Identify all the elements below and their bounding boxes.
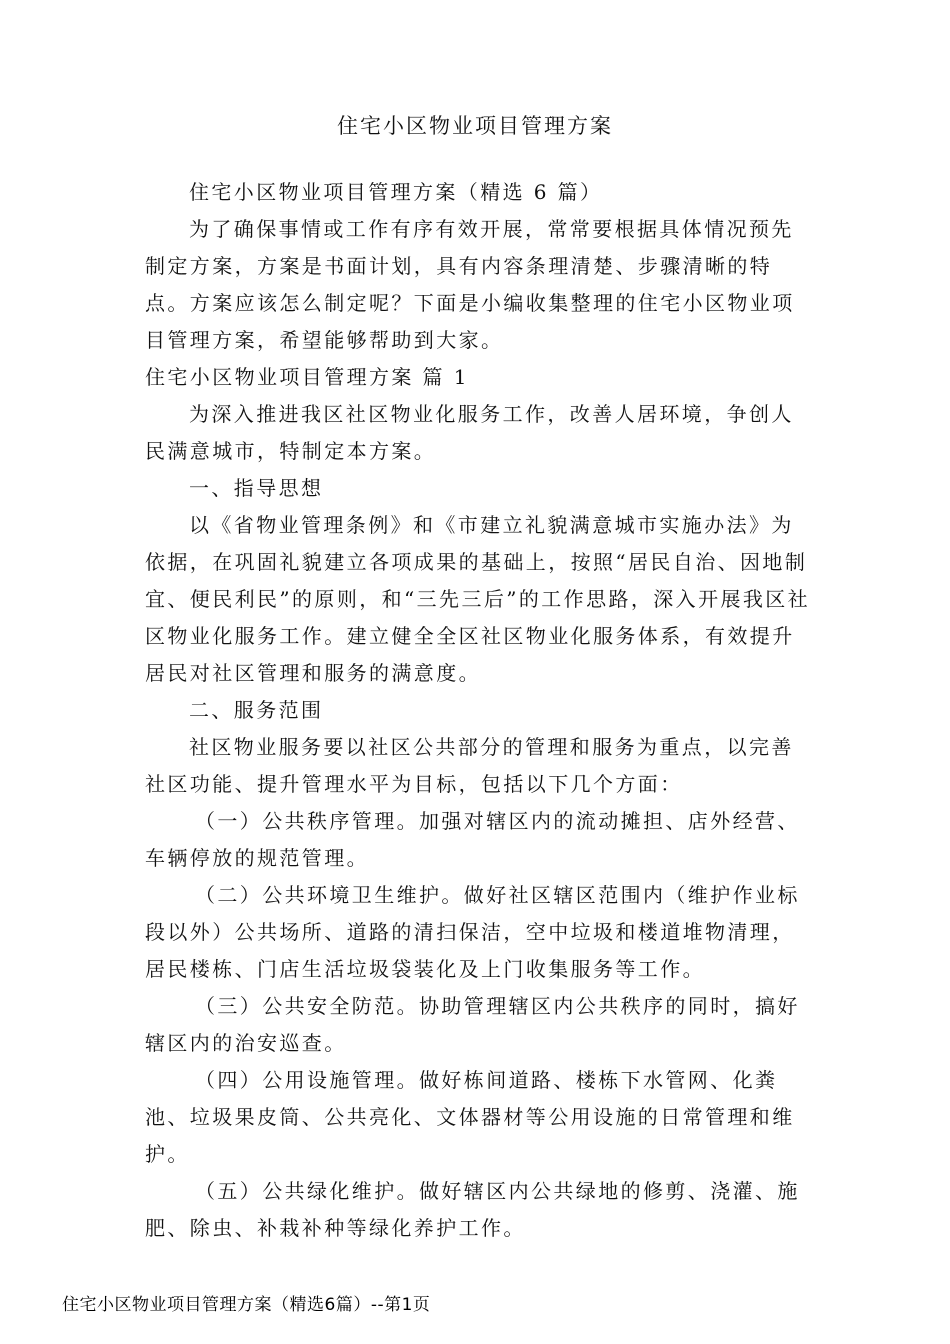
body-paragraph: 为深入推进我区社区物业化服务工作，改善人居环境，争创人民满意城市，特制定本方案。 <box>145 402 794 463</box>
subtitle-paragraph: 住宅小区物业项目管理方案（精选 6 篇） <box>189 180 603 204</box>
section-heading-scope: 二、服务范围 <box>189 698 324 722</box>
list-item: （一）公共秩序管理。加强对辖区内的流动摊担、店外经营、车辆停放的规范管理。 <box>145 809 800 870</box>
list-item: （五）公共绿化维护。做好辖区内公共绿地的修剪、浇灌、施肥、除虫、补栽补种等绿化养护工作。 <box>145 1179 800 1240</box>
page-title: 住宅小区物业项目管理方案 <box>337 114 613 138</box>
section-heading: 住宅小区物业项目管理方案 篇 1 <box>145 365 469 389</box>
body-paragraph: 社区物业服务要以社区公共部分的管理和服务为重点，以完善社区功能、提升管理水平为目标，包括以下几个方面： <box>145 735 794 796</box>
intro-paragraph: 为了确保事情或工作有序有效开展，常常要根据具体情况预先制定方案，方案是书面计划，具有内容条理清楚、步骤清晰的特点。方案应该怎么制定呢？下面是小编收集整理的住宅小区物业项目管理方案，希望能够帮助到大家。 <box>145 217 795 352</box>
document-body <box>145 174 815 1247</box>
body-paragraph: 以《省物业管理条例》和《市建立礼貌满意城市实施办法》为依据，在巩固礼貌建立各项成果的基础上，按照“居民自治、因地制宜、便民利民”的原则，和“三先三后”的工作思路，深入开展我区社区物业化服务工作。建立健全全区社区物业化服务体系，有效提升居民对社区管理和服务的满意度。 <box>145 513 811 685</box>
list-item: （二）公共环境卫生维护。做好社区辖区范围内（维护作业标段以外）公共场所、道路的清扫保洁，空中垃圾和楼道堆物清理，居民楼栋、门店生活垃圾袋装化及上门收集服务等工作。 <box>145 883 800 981</box>
list-item: （四）公用设施管理。做好栋间道路、楼栋下水管网、化粪池、垃圾果皮筒、公共亮化、文体器材等公用设施的日常管理和维护。 <box>145 1068 795 1166</box>
section-heading-guiding: 一、指导思想 <box>189 476 324 500</box>
list-item: （三）公共安全防范。协助管理辖区内公共秩序的同时，搞好辖区内的治安巡查。 <box>145 994 800 1055</box>
page-footer: 住宅小区物业项目管理方案（精选6篇）--第1页 <box>62 1295 431 1315</box>
